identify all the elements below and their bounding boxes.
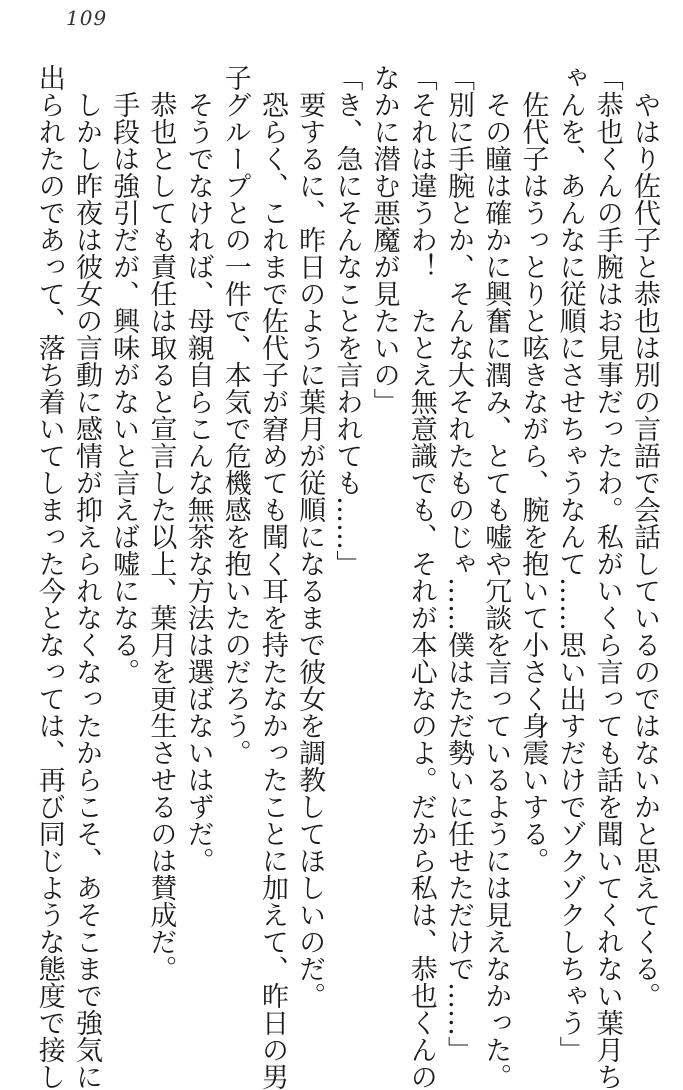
text-column: 「恭也くんの手腕はお見事だったわ。私がいくら言っても話を聞いてくれない葉月ち — [591, 64, 623, 1090]
text-column: しかし昨夜は彼女の言動に感情が抑えられなくなったからこそ、あそこまで強気に — [70, 64, 102, 1090]
text-column: ゃんを、あんなに従順にさせちゃうなんて……思い出すだけでゾクゾクしちゃう」 — [554, 64, 586, 1063]
text-column: 出られたのであって、落ち着いてしまった今となっては、再び同じような態度で接し — [33, 64, 65, 1090]
text-column: そうでなければ、母親自らこんな無茶な方法は選ばないはずだ。 — [182, 64, 214, 874]
page-number: 109 — [66, 6, 108, 30]
text-column: 佐代子はうっとりと呟きながら、腕を抱いて小さく身震いする。 — [517, 64, 549, 874]
text-column: 「き、急にそんなことを言われても……」 — [331, 64, 363, 577]
text-column: 恐らく、これまで佐代子が窘めても聞く耳を持たなかったことに加えて、昨日の男 — [256, 64, 288, 1090]
text-column: 「別に手腕とか、そんな大それたものじゃ……僕はただ勢いに任せただけで……」 — [442, 64, 474, 1063]
text-column: その瞳は確かに興奮に潤み、とても嘘や冗談を言っているようには見えなかった。 — [480, 64, 512, 1090]
text-column: 手段は強引だが、興味がないと言えば嘘になる。 — [108, 64, 140, 685]
text-column: 恭也としても責任は取ると宣言した以上、葉月を更生させるのは賛成だ。 — [145, 64, 177, 982]
text-column: なかに潜む悪魔が見たいの」 — [368, 64, 400, 415]
vertical-text-body — [31, 64, 663, 1090]
text-column: 要するに、昨日のように葉月が従順になるまで彼女を調教してほしいのだ。 — [294, 64, 326, 1009]
text-column: 子グループとの一件で、本気で危機感を抱いたのだろう。 — [219, 64, 251, 766]
text-column: 「それは違うわ！ たとえ無意識でも、それが本心なのよ。だから私は、恭也くんの — [405, 64, 437, 1090]
text-column: やはり佐代子と恭也は別の言語で会話しているのではないかと思えてくる。 — [629, 64, 660, 1009]
